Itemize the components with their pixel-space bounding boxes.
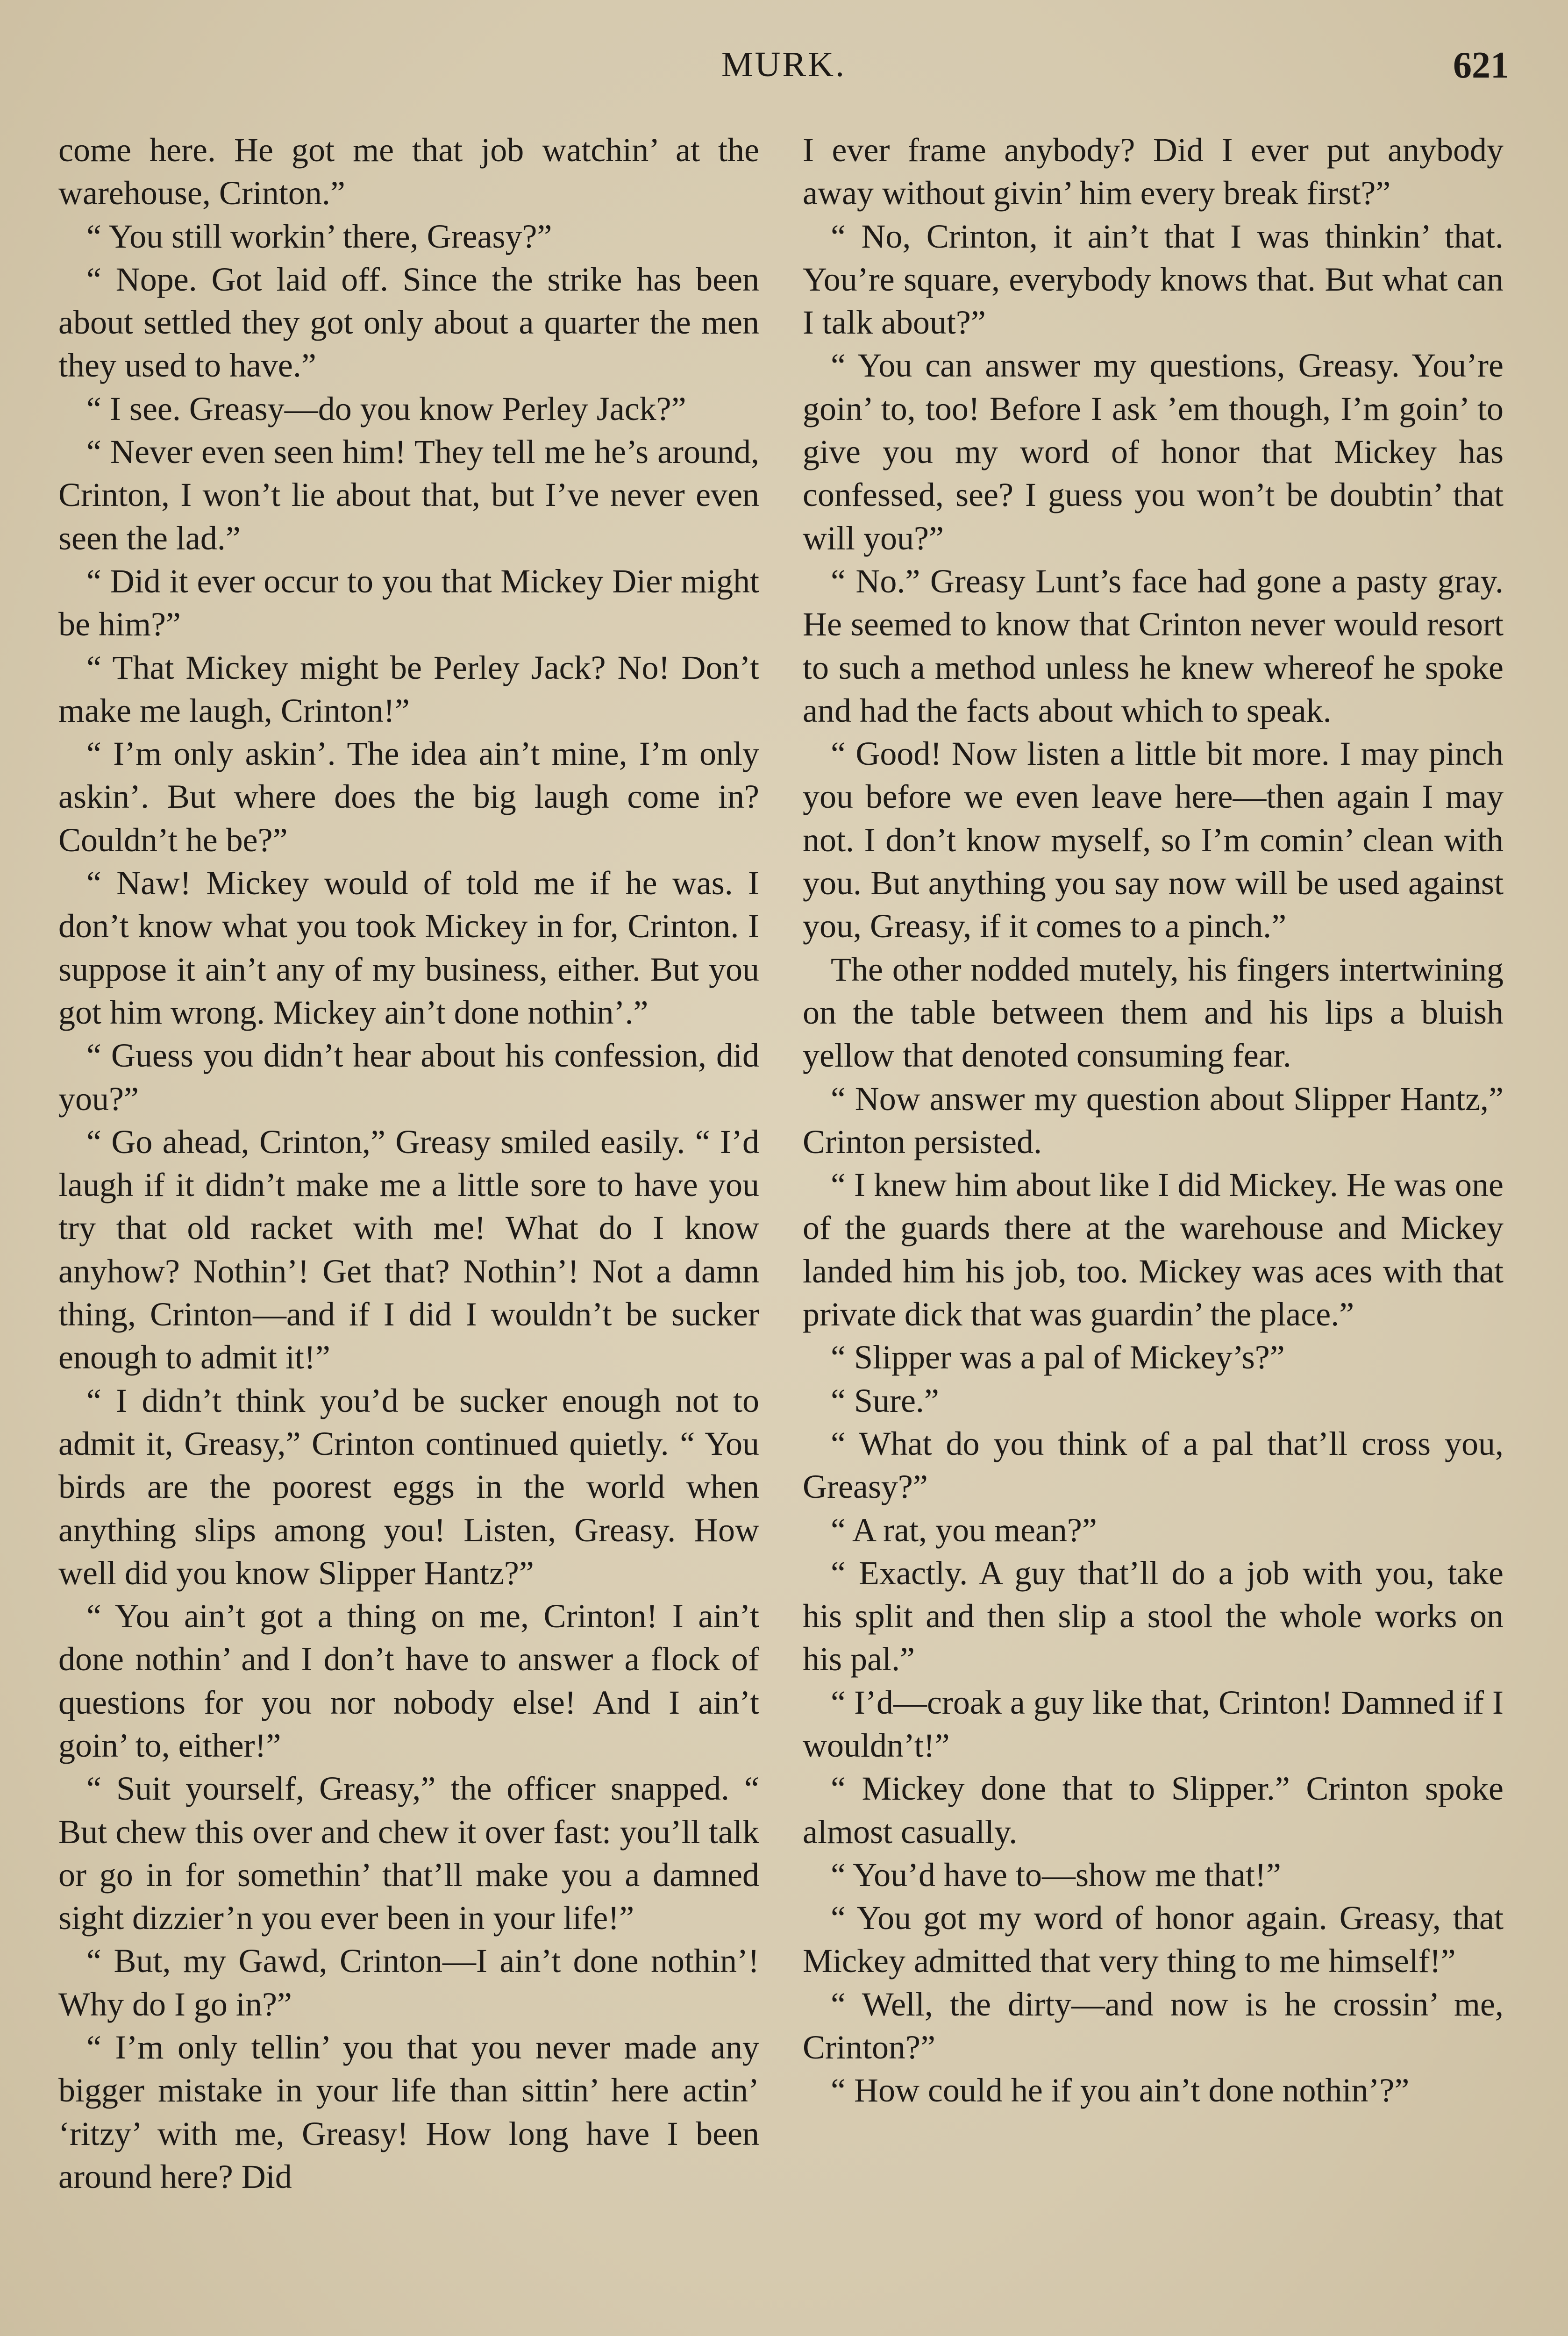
page-number: 621 <box>1453 45 1509 86</box>
left-column <box>58 128 759 2198</box>
paragraph: “ I’d—croak a guy like that, Crinton! Damned if I wouldn’t!” <box>803 1683 1504 1764</box>
paragraph: “ That Mickey might be Perley Jack? No! Don’t make me laugh, Crinton!” <box>58 648 759 729</box>
paragraph: “ You still workin’ there, Greasy?” <box>86 217 552 255</box>
paragraph: “ Go ahead, Crinton,” Greasy smiled easily. “ I’d laugh if it didn’t make me a little sore to have you try that old racket with me! What do I know anyhow? Nothin’! Get that? Nothin’! Not a damn thing, Crinton—and if I did I wouldn’t be sucker enough to admit it!” <box>58 1123 759 1376</box>
paragraph: “ Slipper was a pal of Mickey’s?” <box>831 1339 1285 1376</box>
paragraph: “ But, my Gawd, Crinton—I ain’t done nothin’! Why do I go in?” <box>58 1942 759 2023</box>
paragraph: “ Never even seen him! They tell me he’s around, Crinton, I won’t lie about that, but I’ve never even seen the lad.” <box>58 433 759 557</box>
paragraph: “ What do you think of a pal that’ll cross you, Greasy?” <box>803 1424 1504 1506</box>
paragraph: “ You got my word of honor again. Greasy, that Mickey admitted that very thing to me himself!” <box>803 1899 1504 1980</box>
paragraph: come here. He got me that job watchin’ at the warehouse, Crinton.” <box>58 131 759 212</box>
paragraph: “ How could he if you ain’t done nothin’?” <box>831 2072 1410 2109</box>
paragraph: “ I didn’t think you’d be sucker enough not to admit it, Greasy,” Crinton continued quietly. “ You birds are the poorest eggs in the world when anything slips among you! Listen, Greasy. How well did you know Slipper Hantz?” <box>58 1382 759 1592</box>
paragraph: “ No, Crinton, it ain’t that I was thinkin’ that. You’re square, everybody knows that. But what can I talk about?” <box>803 217 1504 342</box>
paragraph: “ Sure.” <box>831 1382 939 1419</box>
paragraph: “ You’d have to—show me that!” <box>831 1856 1281 1894</box>
paragraph: “ Suit yourself, Greasy,” the officer snapped. “ But chew this over and chew it over fast: you’ll talk or go in for somethin’ that’ll make you a damned sight dizzier’n you ever been in your life!” <box>58 1770 759 1937</box>
page-header <box>58 44 1509 91</box>
paragraph: “ Nope. Got laid off. Since the strike has been about settled they got only about a quarter the men they used to have.” <box>58 260 759 385</box>
paragraph: “ You can answer my questions, Greasy. You’re goin’ to, too! Before I ask ’em though, I’m goin’ to give you my word of honor that Mickey has confessed, see? I guess you won’t be doubtin’ that will you?” <box>803 347 1504 557</box>
paragraph: “ No.” Greasy Lunt’s face had gone a pasty gray. He seemed to know that Crinton never would resort to such a method unless he knew whereof he spoke and had the facts about which to speak. <box>803 562 1504 729</box>
paragraph: “ Exactly. A guy that’ll do a job with you, take his split and then slip a stool the whole works on his pal.” <box>803 1554 1504 1678</box>
running-title: MURK. <box>721 45 847 84</box>
paragraph: “ Well, the dirty—and now is he crossin’ me, Crinton?” <box>803 1985 1504 2066</box>
paragraph: “ I see. Greasy—do you know Perley Jack?” <box>86 390 686 427</box>
paragraph: “ Mickey done that to Slipper.” Crinton spoke almost casually. <box>803 1770 1504 1851</box>
paragraph: “ A rat, you mean?” <box>831 1511 1097 1549</box>
paragraph: “ I knew him about like I did Mickey. He was one of the guards there at the warehouse and Mickey landed him his job, too. Mickey was aces with that private dick that was guardin’ the place.” <box>803 1166 1504 1333</box>
paragraph: “ Good! Now listen a little bit more. I may pinch you before we even leave here—then again I may not. I don’t know myself, so I’m comin’ clean with you. But anything you say now will be used against you, Greasy, if it comes to a pinch.” <box>803 735 1504 945</box>
paragraph: “ Guess you didn’t hear about his confession, did you?” <box>58 1037 759 1118</box>
paragraph: “ I’m only askin’. The idea ain’t mine, I’m only askin’. But where does the big laugh come in? Couldn’t he be?” <box>58 735 759 859</box>
paragraph: “ Now answer my question about Slipper Hantz,” Crinton persisted. <box>803 1080 1504 1161</box>
paragraph: “ You ain’t got a thing on me, Crinton! I ain’t done nothin’ and I don’t have to answer a flock of questions for you nor nobody else! And I ain’t goin’ to, either!” <box>58 1597 759 1764</box>
paragraph: I ever frame anybody? Did I ever put anybody away without givin’ him every break first?” <box>803 131 1504 212</box>
paragraph: The other nodded mutely, his fingers intertwining on the table between them and his lips a bluish yellow that denoted consuming fear. <box>803 950 1504 1075</box>
paragraph: “ Did it ever occur to you that Mickey Dier might be him?” <box>58 562 759 643</box>
paragraph: “ Naw! Mickey would of told me if he was. I don’t know what you took Mickey in for, Crinton. I suppose it ain’t any of my business, either. But you got him wrong. Mickey ain’t done nothin’.” <box>58 864 759 1031</box>
right-column <box>803 128 1504 2112</box>
paragraph: “ I’m only tellin’ you that you never made any bigger mistake in your life than sittin’ here actin’ ‘ritzy’ with me, Greasy! How long have I been around here? Did <box>58 2029 759 2195</box>
